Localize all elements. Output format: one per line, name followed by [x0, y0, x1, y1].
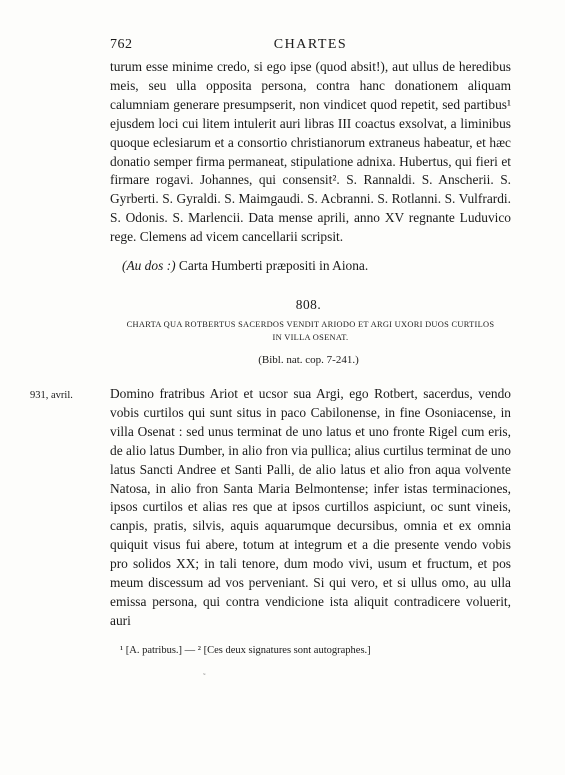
- charter-source: (Bibl. nat. cop. 7-241.): [258, 354, 359, 366]
- footnotes: ¹ [A. patribus.] — ² [Ces deux signatures sont autographes.]: [120, 645, 371, 656]
- dorsal-note-label: (Au dos :): [122, 258, 176, 273]
- dorsal-note-text: Carta Humberti præpositi in Aiona.: [178, 258, 369, 273]
- charter-title-line-1: CHARTA QUA ROTBERTUS SACERDOS VENDIT ARIODO ET ARGI UXORI DUOS CURTILOS: [126, 320, 495, 329]
- dorsal-note: [122, 258, 368, 274]
- charter-title: [110, 318, 511, 344]
- stray-mark: ˜: [203, 672, 206, 681]
- running-title: CHARTES: [273, 37, 348, 52]
- continuation-paragraph: turum esse minime credo, si ego ipse (quod absit!), aut ullus de heredibus meis, seu ulla opposita persona, contra hanc donationem aliquam calumniam generare presumpserit, non vindicet quod repetit, sed partibus¹ ejusdem loci cui litem intulerit auri libras III coactus exsolvat, a liminibus quoque eclesiarum et a consortio christianorum extraneus habeatur, et hæc donatio semper firma permaneat, stipulatione adnixa. Hubertus, qui fieri et firmare rogavi. Johannes, qui consensit². S. Rannaldi. S. Anscherii. S. Gyrberti. S. Gyraldi. S. Maimgaudi. S. Acbranni. S. Rotlanni. S. Vulfrardi. S. Odonis. S. Marlencii. Data mense aprili, anno XV regnante Luduvico rege. Clemens ad vicem cancellarii scripsit.: [110, 59, 511, 245]
- page-header: [110, 37, 511, 55]
- page-number: 762: [110, 37, 133, 52]
- margin-date: 931, avril.: [30, 390, 73, 401]
- charter-text: Domino fratribus Ariot et ucsor sua Argi, ego Rotbert, sacerdus, vendo vobis curtilos qui sunt situs in paco Cabilonense, in fine Osoniacense, in villa Osenat : sed unus terminat de uno latus et uno fronte Rigel cum eris, de alio latus Dumber, in alio fron via pullica; alius curtilus terminat de uno latus Sancti Andree et Santi Palli, de alio latus et alio fron aqua volvente Natosa, in alio fron Santa Maria Belmontense; infer istas terminaciones, ipsos curtilos et alias res que at ipsos curtillos aspiciunt, oc sunt vineis, canpis, pratis, silvis, aquis aquarumque decursibus, omnia et ex omnia quiquit visus fui abere, totum at integrum et a die presente vendo vobis pro solidos XX; in tali tenore, dum modo vivi, usum et fructum, et pos meum discessum ad vos perveniant. Si qui vero, et si ullus omo, au ulla emissa persona, qui contra vendicione ista aliquit contradicere voluerit, auri: [110, 386, 511, 628]
- charter-number: 808.: [295, 297, 322, 312]
- charter-title-line-2: IN VILLA OSENAT.: [272, 333, 349, 342]
